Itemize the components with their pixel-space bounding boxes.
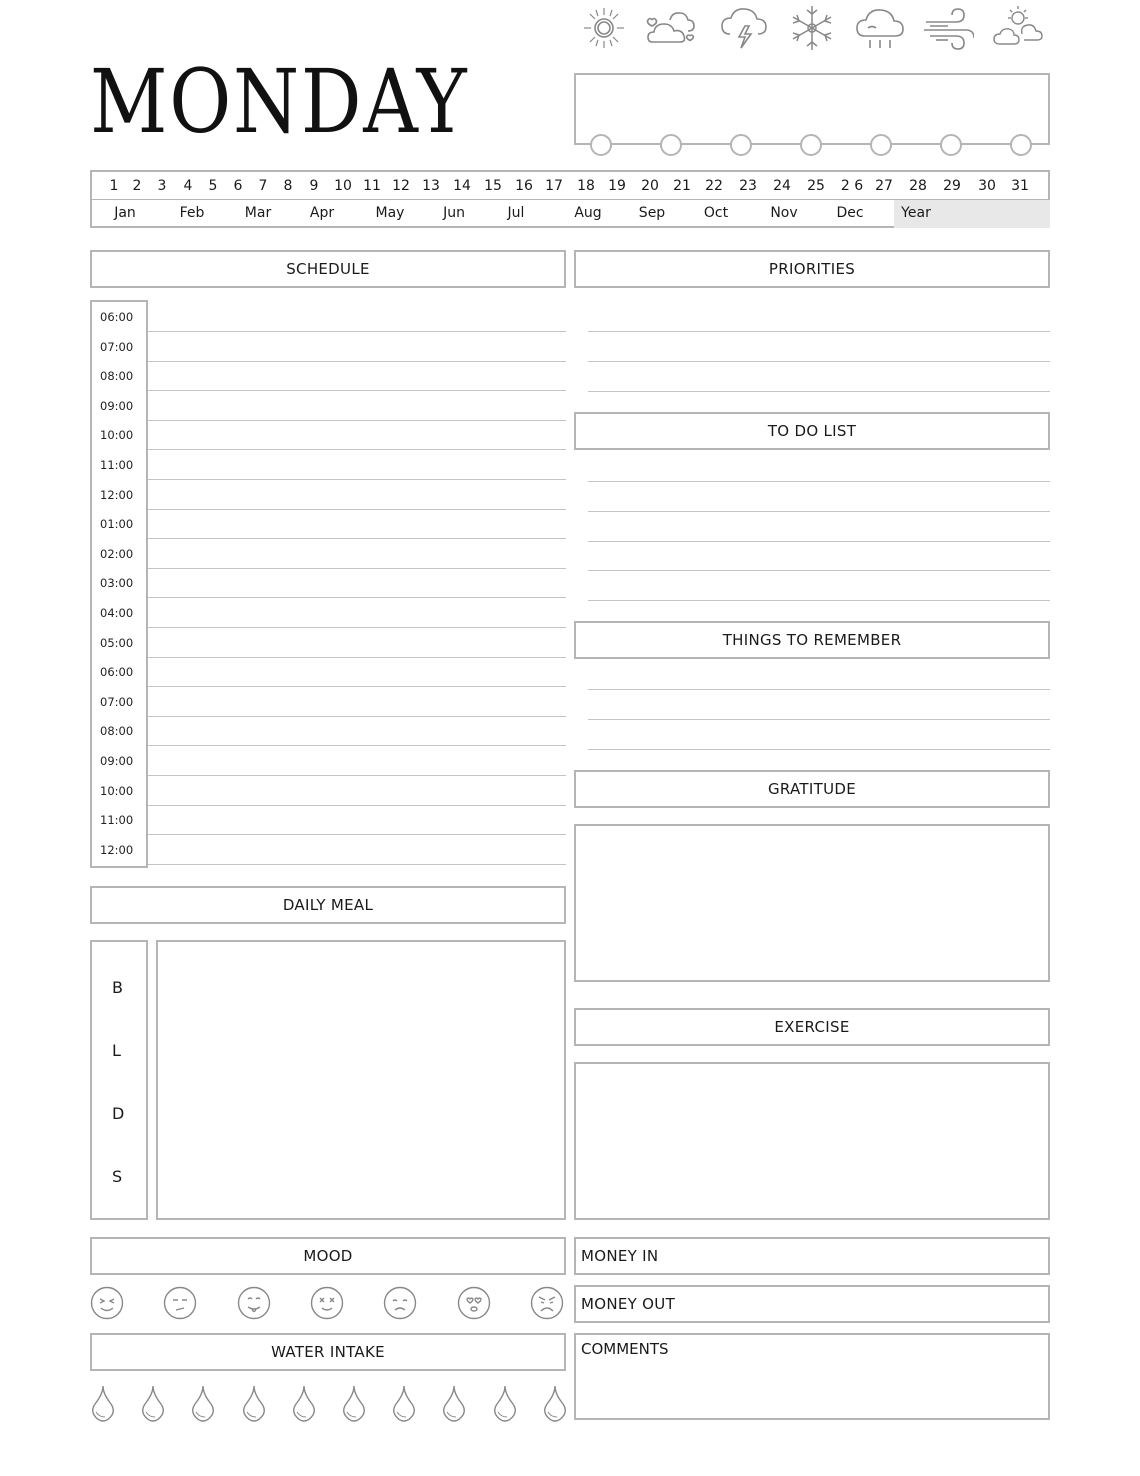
ruled-line[interactable] [588, 570, 1050, 571]
meal-notes-box[interactable] [156, 940, 566, 1220]
day-9[interactable]: 9 [309, 178, 319, 194]
time-slot-label: 04:00 [100, 606, 134, 620]
schedule-line[interactable] [148, 597, 566, 598]
money-out-field[interactable]: MONEY OUT [574, 1285, 1050, 1323]
meal-breakfast-label: B [112, 978, 123, 997]
weather-select-wind[interactable] [940, 134, 962, 156]
schedule-line[interactable] [148, 420, 566, 421]
day-20[interactable]: 20 [641, 178, 659, 194]
schedule-line[interactable] [148, 538, 566, 539]
heart-eyes-face-icon[interactable] [457, 1286, 491, 1320]
time-slot-label: 08:00 [100, 724, 134, 739]
month-sep[interactable]: Sep [638, 205, 666, 221]
month-jul[interactable]: Jul [507, 205, 525, 221]
weather-select-sun[interactable] [590, 134, 612, 156]
time-slot-label: 12:00 [100, 487, 134, 502]
schedule-line[interactable] [148, 864, 566, 865]
day-17[interactable]: 17 [545, 178, 563, 194]
wind-icon[interactable] [922, 4, 974, 52]
water-intake-header: WATER INTAKE [90, 1333, 566, 1371]
thunderstorm-icon[interactable] [718, 4, 770, 52]
day-22[interactable]: 22 [705, 178, 723, 194]
day-31[interactable]: 31 [1011, 178, 1029, 194]
day-4[interactable]: 4 [183, 178, 193, 194]
time-slot-label: 12:00 [100, 842, 134, 857]
daily-meal-header: DAILY MEAL [90, 886, 566, 924]
time-slot-label: 11:00 [100, 458, 134, 472]
water-drop-icon[interactable] [492, 1384, 518, 1422]
ruled-line[interactable] [588, 600, 1050, 601]
unamused-face-icon[interactable] [163, 1286, 197, 1320]
day-8[interactable]: 8 [283, 178, 293, 194]
day-19[interactable]: 19 [608, 178, 626, 194]
day-5[interactable]: 5 [208, 178, 218, 194]
schedule-line[interactable] [148, 390, 566, 391]
mood-header: MOOD [90, 1237, 566, 1275]
month-feb[interactable]: Feb [179, 205, 205, 221]
day-7[interactable]: 7 [258, 178, 268, 194]
ruled-line[interactable] [588, 331, 1050, 332]
day-21[interactable]: 21 [673, 178, 691, 194]
sun-icon[interactable] [578, 4, 630, 52]
comments-box[interactable] [574, 1333, 1050, 1420]
water-drop-icon[interactable] [341, 1384, 367, 1422]
time-slot-label: 08:00 [100, 369, 134, 384]
day-13[interactable]: 13 [422, 178, 440, 194]
day-26[interactable]: 2 6 [840, 178, 864, 194]
schedule-line[interactable] [148, 509, 566, 510]
water-drop-icon[interactable] [190, 1384, 216, 1422]
schedule-line[interactable] [148, 834, 566, 835]
day-28[interactable]: 28 [909, 178, 927, 194]
time-slot-label: 10:00 [100, 428, 134, 443]
time-slot-label: 09:00 [100, 754, 134, 768]
weather-select-rain[interactable] [870, 134, 892, 156]
tongue-face-icon[interactable] [237, 1286, 271, 1320]
month-apr[interactable]: Apr [309, 205, 335, 221]
gratitude-box[interactable] [574, 824, 1050, 982]
weather-select-snow[interactable] [800, 134, 822, 156]
priorities-header: PRIORITIES [574, 250, 1050, 288]
day-3[interactable]: 3 [157, 178, 167, 194]
day-24[interactable]: 24 [773, 178, 791, 194]
gratitude-header: GRATITUDE [574, 770, 1050, 808]
day-16[interactable]: 16 [515, 178, 533, 194]
schedule-line[interactable] [148, 745, 566, 746]
time-slot-label: 07:00 [100, 694, 134, 709]
weather-select-partly-cloudy[interactable] [660, 134, 682, 156]
schedule-line[interactable] [148, 479, 566, 480]
day-29[interactable]: 29 [943, 178, 961, 194]
day-23[interactable]: 23 [739, 178, 757, 194]
weather-select-thunderstorm[interactable] [730, 134, 752, 156]
time-slot-label: 06:00 [100, 310, 134, 324]
month-jun[interactable]: Jun [443, 205, 465, 221]
month-jan[interactable]: Jan [114, 205, 136, 221]
schedule-line[interactable] [148, 568, 566, 569]
snowflake-icon[interactable] [786, 4, 838, 52]
day-25[interactable]: 25 [807, 178, 825, 194]
ruled-line[interactable] [588, 719, 1050, 720]
day-27[interactable]: 27 [875, 178, 893, 194]
schedule-line[interactable] [148, 627, 566, 628]
month-mar[interactable]: Mar [244, 205, 272, 221]
sun-behind-cloud-icon[interactable] [992, 4, 1044, 52]
ruled-line[interactable] [588, 511, 1050, 512]
weather-select-sun-cloud[interactable] [1010, 134, 1032, 156]
ruled-line[interactable] [588, 361, 1050, 362]
day-2[interactable]: 2 [132, 178, 142, 194]
schedule-line[interactable] [148, 331, 566, 332]
date-bar-divider [92, 199, 1050, 200]
month-nov[interactable]: Nov [770, 205, 798, 221]
day-15[interactable]: 15 [484, 178, 502, 194]
ruled-line[interactable] [588, 481, 1050, 482]
month-may[interactable]: May [375, 205, 405, 221]
water-drop-icon[interactable] [140, 1384, 166, 1422]
exercise-header: EXERCISE [574, 1008, 1050, 1046]
month-dec[interactable]: Dec [836, 205, 864, 221]
money-in-field[interactable]: MONEY IN [574, 1237, 1050, 1275]
partly-cloudy-icon[interactable] [646, 4, 698, 52]
day-30[interactable]: 30 [978, 178, 996, 194]
day-18[interactable]: 18 [577, 178, 595, 194]
water-drop-icon[interactable] [542, 1384, 568, 1422]
ruled-line[interactable] [588, 689, 1050, 690]
water-drop-icon[interactable] [291, 1384, 317, 1422]
water-drop-icon[interactable] [391, 1384, 417, 1422]
ruled-line[interactable] [588, 541, 1050, 542]
schedule-line[interactable] [148, 361, 566, 362]
dizzy-face-icon[interactable] [310, 1286, 344, 1320]
date-bar [90, 170, 1050, 228]
laughing-face-icon[interactable] [90, 1286, 124, 1320]
day-6[interactable]: 6 [233, 178, 243, 194]
water-drop-icon[interactable] [441, 1384, 467, 1422]
ruled-line[interactable] [588, 749, 1050, 750]
day-11[interactable]: 11 [363, 178, 381, 194]
schedule-line[interactable] [148, 449, 566, 450]
time-slot-label: 07:00 [100, 339, 134, 354]
time-slot-label: 02:00 [100, 546, 134, 561]
exercise-box[interactable] [574, 1062, 1050, 1220]
month-aug[interactable]: Aug [574, 205, 602, 221]
ruled-line[interactable] [588, 391, 1050, 392]
rain-cloud-icon[interactable] [854, 4, 906, 52]
day-1[interactable]: 1 [109, 178, 119, 194]
schedule-line[interactable] [148, 657, 566, 658]
time-slot-label: 05:00 [100, 635, 134, 650]
time-slot-label: 11:00 [100, 813, 134, 828]
water-drop-icon[interactable] [90, 1384, 116, 1422]
time-slot-label: 03:00 [100, 576, 134, 591]
todo-header: TO DO LIST [574, 412, 1050, 450]
meal-dinner-label: D [112, 1104, 125, 1123]
day-10[interactable]: 10 [334, 178, 352, 194]
schedule-line[interactable] [148, 775, 566, 776]
time-slot-label: 09:00 [100, 398, 134, 413]
page-title: MONDAY [90, 50, 469, 153]
meal-lunch-label: L [112, 1041, 121, 1060]
year-label: Year [901, 205, 931, 221]
schedule-line[interactable] [148, 686, 566, 687]
time-slot-label: 06:00 [100, 665, 134, 680]
time-slot-label: 01:00 [100, 517, 134, 532]
time-slot-label: 10:00 [100, 783, 134, 798]
schedule-header: SCHEDULE [90, 250, 566, 288]
sad-face-icon[interactable] [383, 1286, 417, 1320]
schedule-line[interactable] [148, 805, 566, 806]
schedule-line[interactable] [148, 716, 566, 717]
comments-label: COMMENTS [581, 1340, 669, 1358]
month-oct[interactable]: Oct [703, 205, 729, 221]
day-12[interactable]: 12 [392, 178, 410, 194]
remember-header: THINGS TO REMEMBER [574, 621, 1050, 659]
meal-snack-label: S [112, 1167, 123, 1186]
angry-face-icon[interactable] [530, 1286, 564, 1320]
water-drop-icon[interactable] [241, 1384, 267, 1422]
day-14[interactable]: 14 [453, 178, 471, 194]
